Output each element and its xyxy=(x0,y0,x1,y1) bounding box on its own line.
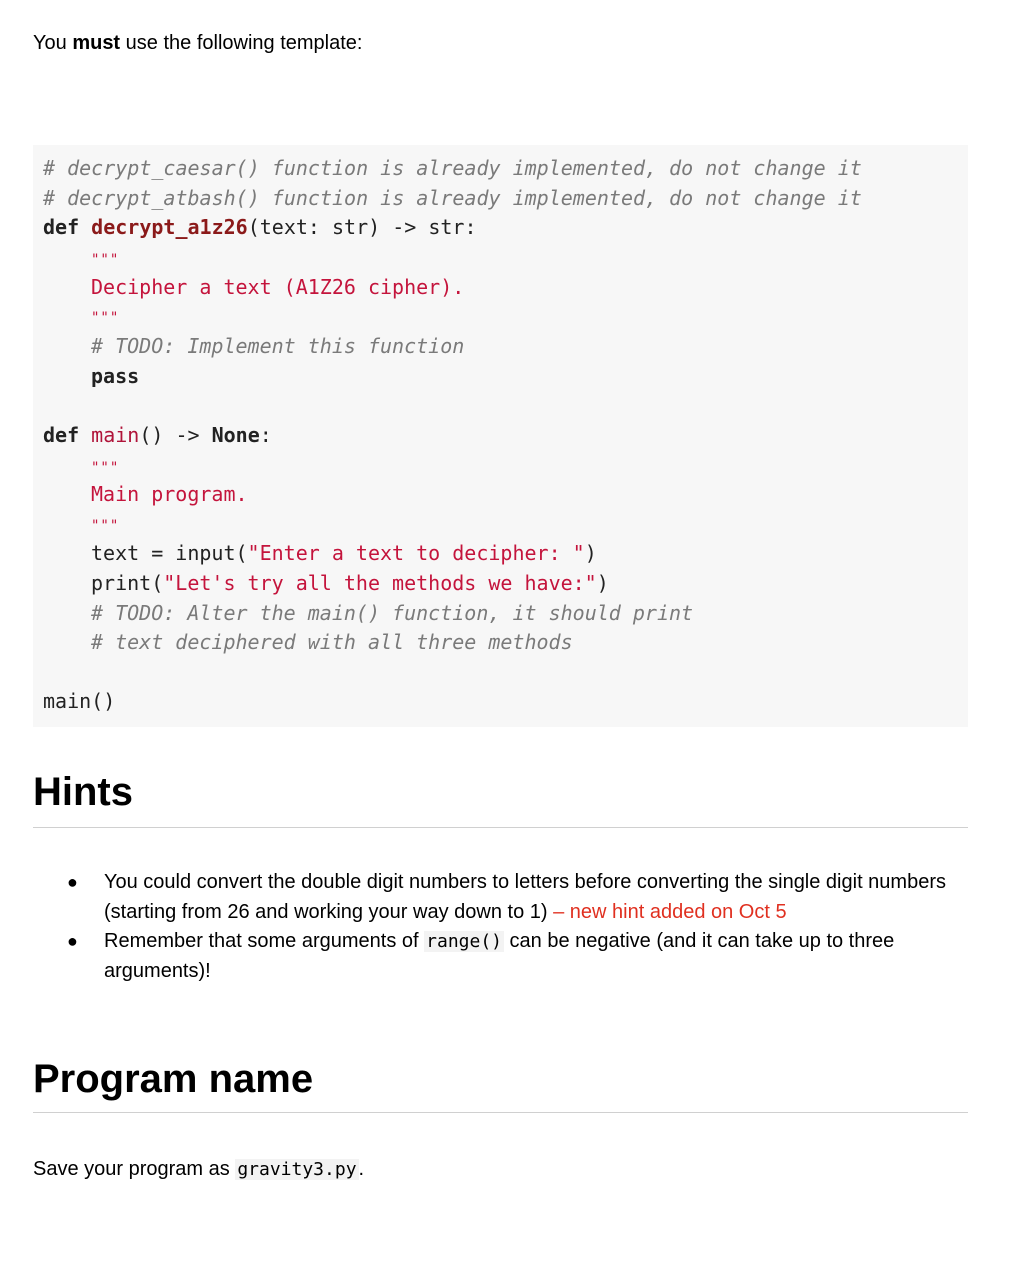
docstring-close-1: """ xyxy=(91,310,120,326)
filename: gravity3.py xyxy=(237,1159,357,1180)
code-todo-alter-main: # TODO: Alter the main() function, it should print xyxy=(91,601,694,625)
code-comment-atbash: # decrypt_atbash() function is already implemented, do not change it xyxy=(43,186,862,210)
intro-text xyxy=(33,30,362,56)
hints-list xyxy=(33,868,968,986)
program-name-divider xyxy=(33,1112,968,1113)
hint-2-after: can be negative (and it can take up to three arguments)! xyxy=(104,930,895,982)
docstring-decrypt-a1z26: Decipher a text (A1Z26 cipher). xyxy=(91,275,465,299)
list-item xyxy=(33,868,968,927)
code-input-line: text = input("Enter a text to decipher: ") xyxy=(91,541,597,565)
code-comment-caesar: # decrypt_caesar() function is already implemented, do not change it xyxy=(43,156,862,180)
hints-heading: Hints xyxy=(33,770,133,814)
docstring-close-2: """ xyxy=(91,518,120,534)
list-item xyxy=(33,927,968,986)
code-todo-implement: # TODO: Implement this function xyxy=(91,334,465,358)
code-main-call: main() xyxy=(43,689,116,713)
code-todo-alter-main-2: # text deciphered with all three methods xyxy=(91,630,573,654)
docstring-open-2: """ xyxy=(91,460,120,476)
bullet-icon: ● xyxy=(67,931,78,951)
code-def-main: def main() -> None: xyxy=(43,423,272,447)
hint-2-code: range() xyxy=(426,931,502,952)
bullet-icon: ● xyxy=(67,872,78,892)
hints-divider xyxy=(33,827,968,828)
hint-1-text: You could convert the double digit numbers to letters before converting the single digit numbers (starting from 26 and working your way down to 1) xyxy=(104,871,946,923)
def-keyword: def xyxy=(43,215,80,239)
save-after: . xyxy=(358,1158,365,1180)
code-print-line: print("Let's try all the methods we have:") xyxy=(91,571,609,595)
def-keyword-main: def xyxy=(43,423,80,447)
function-name-main: main xyxy=(91,423,140,447)
intro-after: use the following template: xyxy=(120,32,363,54)
intro-bold: must xyxy=(72,32,121,54)
save-before: Save your program as xyxy=(33,1158,236,1180)
docstring-main: Main program. xyxy=(91,482,248,506)
function-signature: (text: str) -> str: xyxy=(247,215,477,239)
function-name-decrypt-a1z26: decrypt_a1z26 xyxy=(91,215,248,239)
hint-2-before: Remember that some arguments of xyxy=(104,930,425,952)
docstring-open-1: """ xyxy=(91,252,120,268)
hint-1-new-note: – new hint added on Oct 5 xyxy=(553,900,787,923)
save-instruction xyxy=(33,1156,364,1183)
code-pass: pass xyxy=(91,364,140,388)
program-name-heading: Program name xyxy=(33,1057,314,1101)
code-def-decrypt-a1z26 xyxy=(43,213,477,241)
code-template-block[interactable] xyxy=(33,145,968,727)
intro-before: You xyxy=(33,32,73,54)
